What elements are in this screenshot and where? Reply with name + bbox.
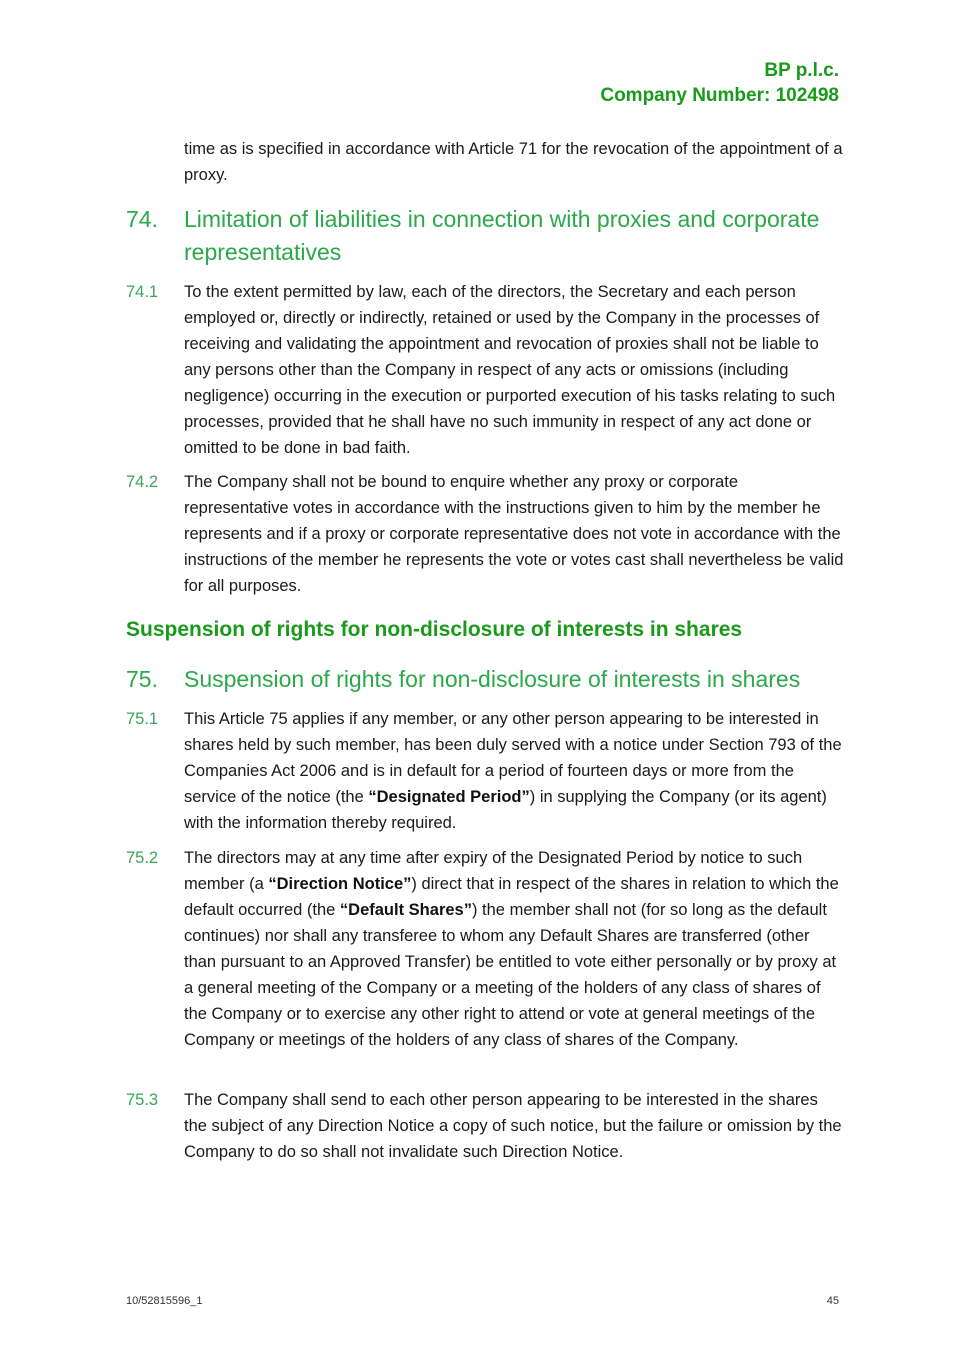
clause-75-3-number: 75.3 (126, 1091, 159, 1109)
defined-term-direction-notice: “Direction Notice” (268, 875, 412, 893)
clause-74-2-text: The Company shall not be bound to enquire whether any proxy or corporate representative votes in accordance with the instructions given to him by the member he represents and if a proxy or corporate representative does not vote in accordance with the instructions of the member he represents the vote or votes cast shall nevertheless be valid for all purposes. (184, 473, 844, 595)
clause-75-2-number: 75.2 (126, 849, 159, 867)
article-75-number: 75. (126, 666, 158, 692)
clause-75-1-text: This Article 75 applies if any member, or any other person appearing to be interested in shares held by such member, has been duly served with a notice under Section 793 of the Companies Act 2006 and is in default for a period of fourteen days or more from the service of the notice (the “Designated Period”) in supplying the Company (or its agent) with the information thereby required. (184, 710, 842, 832)
clause-75-3-text: The Company shall send to each other person appearing to be interested in the shares the subject of any Direction Notice a copy of such notice, but the failure or omission by the Company to do so shall not invalidate such Direction Notice. (184, 1091, 842, 1161)
company-name: BP p.l.c. (764, 60, 839, 81)
document-reference: 10/52815596_1 (126, 1295, 203, 1307)
article-74-title: Limitation of liabilities in connection with proxies and corporate representatives (184, 206, 820, 265)
company-number: Company Number: 102498 (600, 85, 839, 106)
clause-75-1-number: 75.1 (126, 710, 159, 728)
article-75-title: Suspension of rights for non-disclosure of interests in shares (184, 666, 801, 692)
page-header (600, 58, 839, 108)
clause-74-2-number: 74.2 (126, 473, 159, 491)
page-number: 45 (826, 1295, 839, 1307)
defined-term-designated-period: “Designated Period” (368, 788, 530, 806)
clause-74-1-number: 74.1 (126, 283, 159, 301)
intro-paragraph: time as is specified in accordance with Article 71 for the revocation of the appointment of a proxy. (184, 140, 843, 184)
section-heading: Suspension of rights for non-disclosure of interests in shares (126, 618, 743, 641)
clause-74-1-text: To the extent permitted by law, each of the directors, the Secretary and each person employed or, directly or indirectly, retained or used by the Company in the processes of receiving and validating the appointment and revocation of proxies shall not be liable to any persons other than the Company in respect of any acts or omissions (including negligence) occurring in the execution or purported execution of his tasks relating to such processes, provided that he shall have no such immunity in respect of any act done or omitted to be done in bad faith. (184, 283, 836, 457)
defined-term-default-shares: “Default Shares” (339, 901, 472, 919)
article-74-number: 74. (126, 206, 158, 232)
clause-75-2-text: The directors may at any time after expiry of the Designated Period by notice to such member (a “Direction Notice”) direct that in respect of the shares in relation to which the default occurred (the “Default Shares”) the member shall not (for so long as the default continues) nor shall any transferee to whom any Default Shares are transferred (other than pursuant to an Approved Transfer) be entitled to vote either personally or by proxy at a general meeting of the Company or a meeting of the holders of any class of shares of the Company or to exercise any other right to attend or vote at general meetings of the Company or meetings of the holders of any class of shares of the Company. (184, 849, 839, 1049)
